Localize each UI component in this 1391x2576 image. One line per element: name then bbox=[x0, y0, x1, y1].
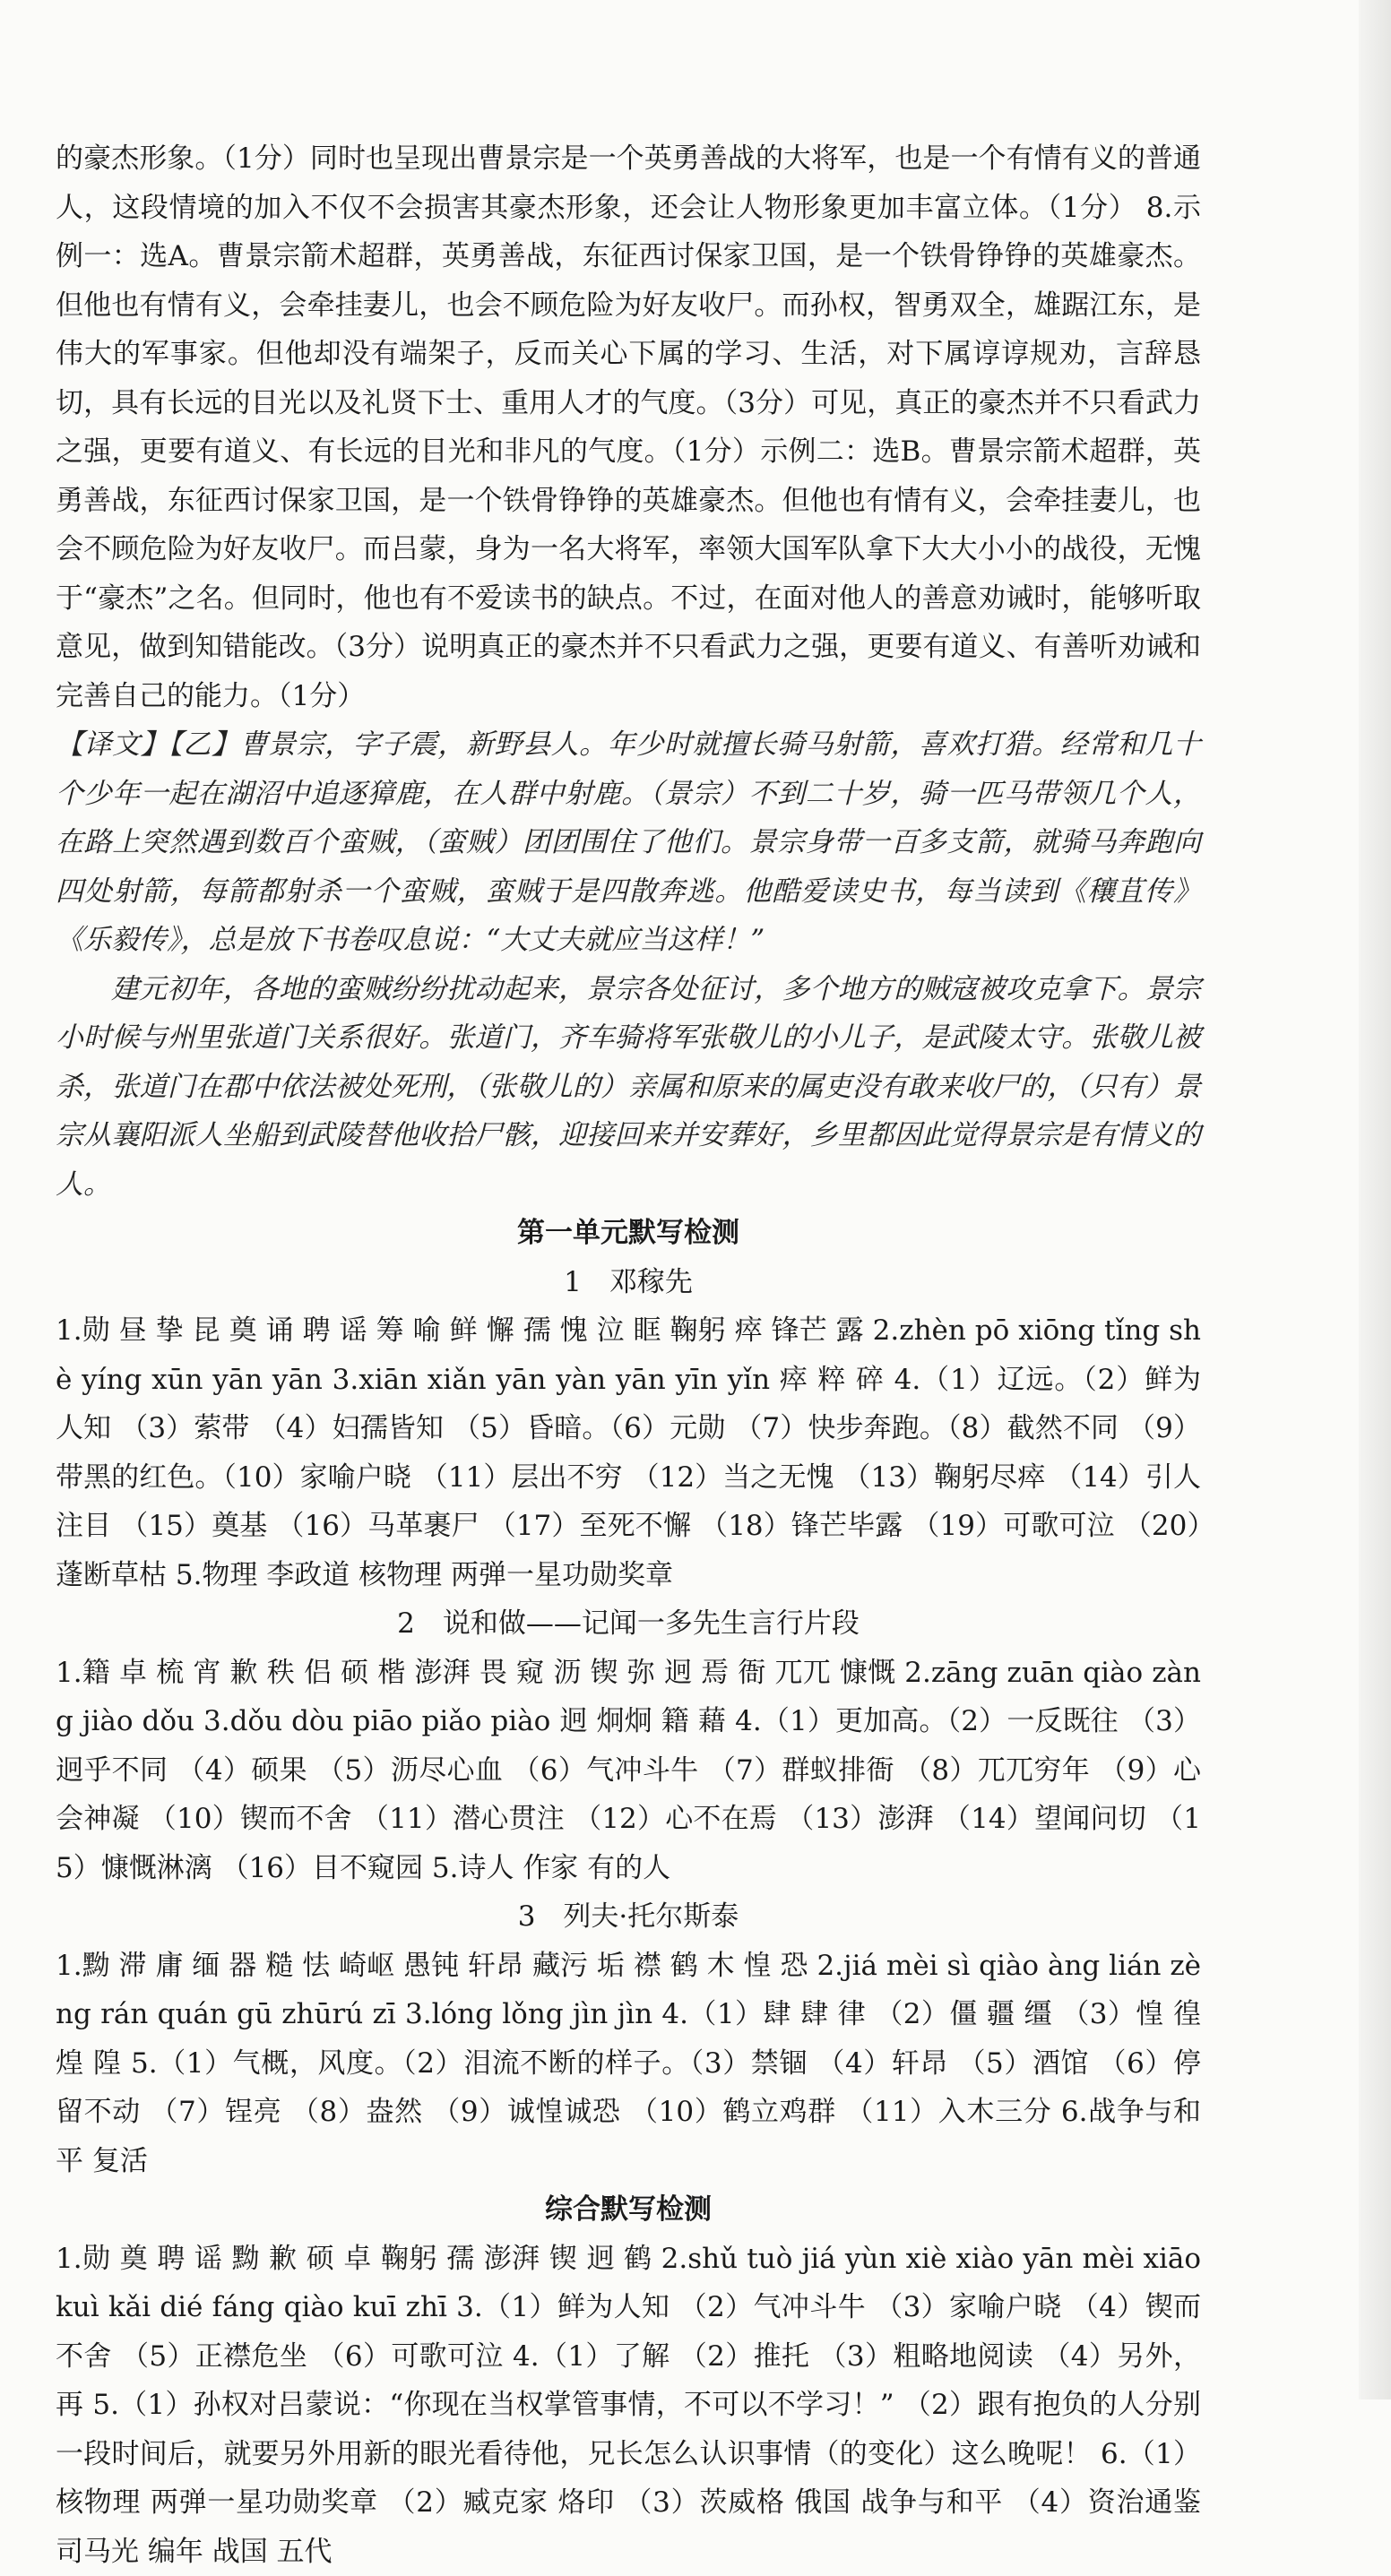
answer-page bbox=[56, 134, 1201, 2576]
lesson-3-answers: 1.黝 滞 庸 缅 器 糙 怯 崎岖 愚钝 轩昂 藏污 垢 襟 鹤 木 惶 恐 2.jiá mèi sì qiào àng lián zèng rán quán gū zhūrú zī 3.lóng lǒng jìn jìn 4.（1）肆 肆 律 （2）僵 疆 缰 （3）惶 徨 煌 隍 5.（1）气概，风度。（2）泪流不断的样子。（3）禁锢 （4）轩昂 （5）酒馆 （6）停留不动 （7）锃亮 （8）盎然 （9）诚惶诚恐 （10）鹤立鸡群 （11）入木三分 6.战争与和平 复活 bbox=[56, 1942, 1201, 2186]
answer-paragraph-1: 的豪杰形象。（1分）同时也呈现出曹景宗是一个英勇善战的大将军，也是一个有情有义的普通人，这段情境的加入不仅不会损害其豪杰形象，还会让人物形象更加丰富立体。（1分） 8.示例一：选A。曹景宗箭术超群，英勇善战，东征西讨保家卫国，是一个铁骨铮铮的英雄豪杰。但他也有情有义，会牵挂妻儿，也会不顾危险为好友收尸。而孙权，智勇双全，雄踞江东，是伟大的军事家。但他却没有端架子，反而关心下属的学习、生活，对下属谆谆规劝，言辞恳切，具有长远的目光以及礼贤下士、重用人才的气度。（3分）可见，真正的豪杰并不只看武力之强，更要有道义、有长远的目光和非凡的气度。（1分）示例二：选B。曹景宗箭术超群，英勇善战，东征西讨保家卫国，是一个铁骨铮铮的英雄豪杰。但他也有情有义，会牵挂妻儿，也会不顾危险为好友收尸。而吕蒙，身为一名大将军，率领大国军队拿下大大小小的战役，无愧于“豪杰”之名。但同时，他也有不爱读书的缺点。不过，在面对他人的善意劝诫时，能够听取意见，做到知错能改。（3分）说明真正的豪杰并不只看武力之强，更要有道义、有善听劝诫和完善自己的能力。（1分） bbox=[56, 134, 1201, 720]
translation-paragraph-2: 建元初年，各地的蛮贼纷纷扰动起来，景宗各处征讨，多个地方的贼寇被攻克拿下。景宗小时候与州里张道门关系很好。张道门，齐车骑将军张敬儿的小儿子，是武陵太守。张敬儿被杀，张道门在郡中依法被处死刑，（张敬儿的）亲属和原来的属吏没有敢来收尸的，（只有）景宗从襄阳派人坐船到武陵替他收拾尸骸，迎接回来并安葬好，乡里都因此觉得景宗是有情义的人。 bbox=[56, 965, 1201, 1210]
lesson-title-1: 1 邓稼先 bbox=[56, 1258, 1201, 1307]
lesson-title-3: 3 列夫·托尔斯泰 bbox=[56, 1892, 1201, 1942]
lesson-2-answers: 1.籍 卓 梳 宵 歉 秩 侣 硕 楷 澎湃 畏 窥 沥 锲 弥 迥 焉 衙 兀兀 慷慨 2.zāng zuān qiào zàng jiào dǒu 3.dǒu dòu piāo piǎo piào 迥 炯炯 籍 藉 4.（1）更加高。（2）一反既往 （3）迥乎不同 （4）硕果 （5）沥尽心血 （6）气冲斗牛 （7）群蚁排衙 （8）兀兀穷年 （9）心会神凝 （10）锲而不舍 （11）潜心贯注 （12）心不在焉 （13）澎湃 （14）望闻问切 （15）慷慨淋漓 （16）目不窥园 5.诗人 作家 有的人 bbox=[56, 1649, 1201, 1893]
lesson-1-answers: 1.勋 昼 挚 昆 奠 诵 聘 谣 筹 喻 鲜 懈 孺 愧 泣 眶 鞠躬 瘁 锋芒 露 2.zhèn pō xiōng tǐng shè yíng xūn yān yān 3.xiān xiǎn yān yàn yān yīn yǐn 瘁 粹 碎 4.（1）辽远。（2）鲜为人知 （3）萦带 （4）妇孺皆知 （5）昏暗。（6）元勋 （7）快步奔跑。（8）截然不同 （9）带黑的红色。（10）家喻户晓 （11）层出不穷 （12）当之无愧 （13）鞠躬尽瘁 （14）引人注目 （15）奠基 （16）马革裹尸 （17）至死不懈 （18）锋芒毕露 （19）可歌可泣 （20）蓬断草枯 5.物理 李政道 核物理 两弹一星功勋奖章 bbox=[56, 1306, 1201, 1599]
section-title-comprehensive: 综合默写检测 bbox=[56, 2185, 1201, 2235]
comprehensive-answers: 1.勋 奠 聘 谣 黝 歉 硕 卓 鞠躬 孺 澎湃 锲 迥 鹤 2.shǔ tuò jiá yùn xiè xiào yān mèi xiāo kuì kǎi dié fáng qiào kuī zhī 3.（1）鲜为人知 （2）气冲斗牛 （3）家喻户晓 （4）锲而不舍 （5）正襟危坐 （6）可歌可泣 4.（1）了解 （2）推托 （3）粗略地阅读 （4）另外，再 5.（1）孙权对吕蒙说：“你现在当权掌管事情，不可以不学习！” （2）跟有抱负的人分别一段时间后，就要另外用新的眼光看待他，兄长怎么认识事情（的变化）这么晚呢！ 6.（1）核物理 两弹一星功勋奖章 （2）臧克家 烙印 （3）茨威格 俄国 战争与和平 （4）资治通鉴 司马光 编年 战国 五代 bbox=[56, 2235, 1201, 2576]
lesson-title-2: 2 说和做——记闻一多先生言行片段 bbox=[56, 1599, 1201, 1649]
section-title-unit1: 第一单元默写检测 bbox=[56, 1209, 1201, 1258]
page-edge-shadow bbox=[1359, 0, 1391, 2399]
translation-paragraph-1: 【译文】【乙】曹景宗，字子震，新野县人。年少时就擅长骑马射箭，喜欢打猎。经常和几十个少年一起在湖沼中追逐獐鹿，在人群中射鹿。（景宗）不到二十岁，骑一匹马带领几个人，在路上突然遇到数百个蛮贼，（蛮贼）团团围住了他们。景宗身带一百多支箭，就骑马奔跑向四处射箭，每箭都射杀一个蛮贼，蛮贼于是四散奔逃。他酷爱读史书，每当读到《穰苴传》《乐毅传》，总是放下书卷叹息说：“大丈夫就应当这样！” bbox=[56, 720, 1201, 965]
